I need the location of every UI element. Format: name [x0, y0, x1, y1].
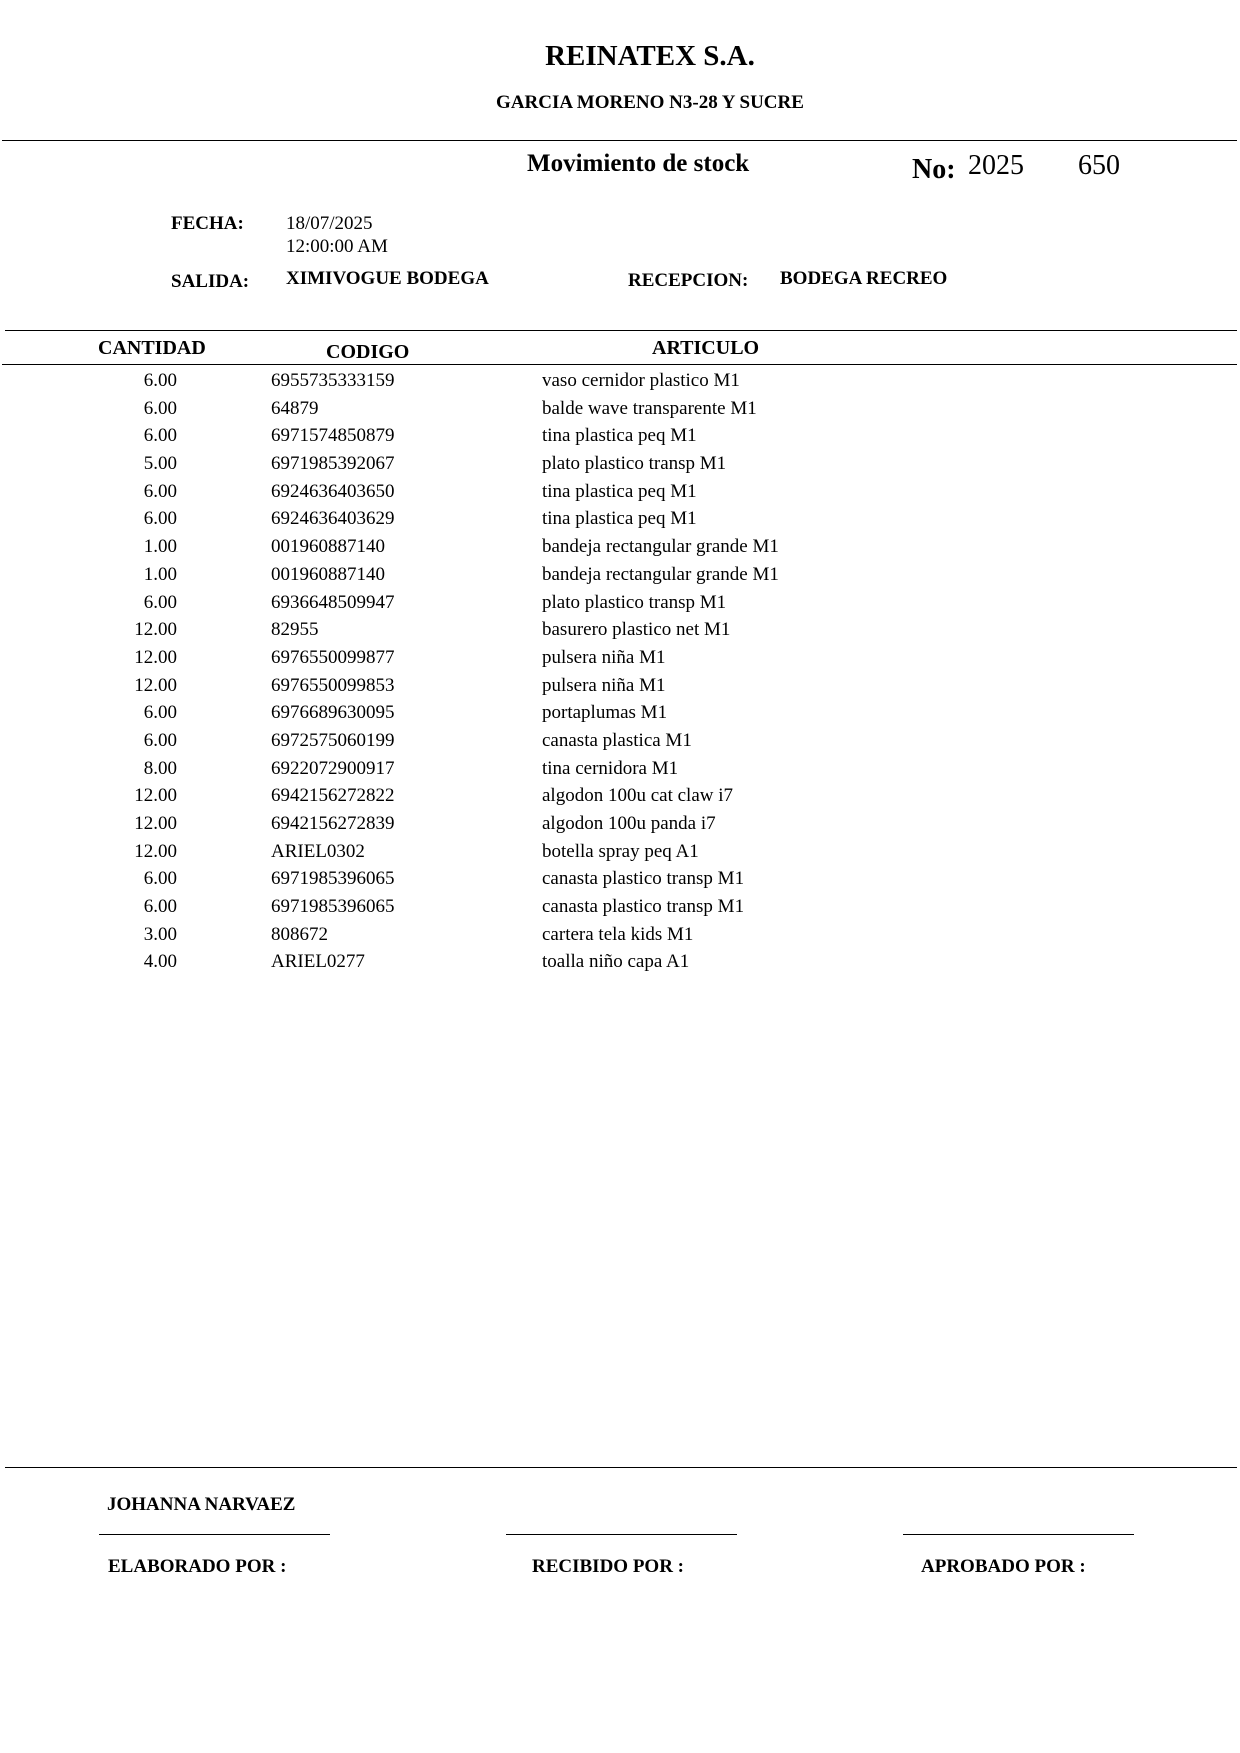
articulo-cell: vaso cernidor plastico M1	[542, 370, 740, 391]
cantidad-cell: 12.00	[134, 619, 177, 641]
header-divider	[2, 140, 1237, 141]
table-row	[0, 480, 1240, 508]
codigo-cell: 64879	[271, 397, 319, 419]
table-row	[0, 923, 1240, 951]
table-row	[0, 895, 1240, 923]
articulo-cell: pulsera niña M1	[542, 674, 666, 696]
codigo-cell: 6971985396065	[271, 896, 395, 918]
cantidad-cell: 6.00	[143, 729, 177, 751]
codigo-cell: 6924636403629	[271, 508, 395, 530]
cantidad-cell: 12.00	[134, 813, 177, 834]
cantidad-cell: 6.00	[143, 480, 177, 502]
articulo-cell: basurero plastico net M1	[542, 619, 731, 641]
codigo-cell: 6976550099853	[271, 674, 395, 696]
articulo-cell: bandeja rectangular grande M1	[542, 536, 779, 558]
articulo-cell: cartera tela kids M1	[542, 923, 694, 945]
table-row	[0, 591, 1240, 619]
articulo-cell: canasta plastico transp M1	[542, 868, 745, 890]
table-row	[0, 563, 1240, 591]
cantidad-cell: 4.00	[143, 951, 177, 973]
table-row	[0, 701, 1240, 729]
table-row	[0, 452, 1240, 480]
codigo-cell: 001960887140	[271, 536, 385, 558]
codigo-cell: 82955	[271, 619, 319, 641]
codigo-cell: 6942156272839	[271, 813, 395, 834]
company-address: GARCIA MORENO N3-28 Y SUCRE	[496, 92, 804, 113]
items-table	[0, 369, 1240, 978]
aprobado-signature-line	[903, 1534, 1134, 1535]
cantidad-cell: 8.00	[143, 757, 177, 779]
table-row	[0, 729, 1240, 757]
articulo-cell: portaplumas M1	[542, 702, 668, 724]
table-top-divider	[5, 330, 1237, 331]
codigo-cell: 6942156272822	[271, 785, 395, 807]
number-label: No:	[912, 154, 956, 185]
cantidad-cell: 6.00	[143, 397, 177, 419]
codigo-cell: 001960887140	[271, 563, 385, 585]
recepcion-label: RECEPCION:	[628, 270, 749, 291]
cantidad-cell: 12.00	[134, 785, 177, 807]
codigo-cell: 6972575060199	[271, 729, 395, 751]
cantidad-cell: 12.00	[134, 646, 177, 668]
salida-value: XIMIVOGUE BODEGA	[286, 268, 489, 289]
recepcion-value: BODEGA RECREO	[780, 268, 948, 289]
cantidad-cell: 12.00	[134, 840, 177, 862]
codigo-cell: 6924636403650	[271, 480, 395, 502]
codigo-cell: 6936648509947	[271, 591, 395, 613]
table-header-divider	[2, 364, 1237, 365]
articulo-cell: balde wave transparente M1	[542, 397, 757, 419]
table-row	[0, 840, 1240, 868]
articulo-cell: algodon 100u cat claw i7	[542, 785, 734, 807]
cantidad-cell: 1.00	[143, 536, 177, 558]
articulo-cell: tina plastica peq M1	[542, 480, 697, 502]
column-header-codigo: CODIGO	[326, 341, 410, 363]
table-row	[0, 397, 1240, 425]
codigo-cell: ARIEL0277	[271, 951, 365, 973]
cantidad-cell: 6.00	[143, 702, 177, 724]
articulo-cell: pulsera niña M1	[542, 646, 666, 668]
cantidad-cell: 6.00	[143, 370, 177, 391]
cantidad-cell: 6.00	[143, 896, 177, 918]
recibido-label: RECIBIDO POR :	[532, 1556, 685, 1577]
articulo-cell: algodon 100u panda i7	[542, 813, 716, 834]
articulo-cell: tina plastica peq M1	[542, 425, 697, 447]
articulo-cell: tina plastica peq M1	[542, 508, 697, 530]
fecha-date: 18/07/2025	[286, 213, 373, 234]
articulo-cell: canasta plastico transp M1	[542, 896, 745, 918]
footer-divider	[5, 1467, 1237, 1468]
codigo-cell: ARIEL0302	[271, 840, 365, 862]
cantidad-cell: 6.00	[143, 508, 177, 530]
salida-label: SALIDA:	[171, 271, 250, 292]
company-name: REINATEX S.A.	[545, 40, 755, 72]
aprobado-label: APROBADO POR :	[921, 1556, 1086, 1577]
cantidad-cell: 3.00	[143, 923, 177, 945]
codigo-cell: 6976550099877	[271, 646, 395, 668]
table-row	[0, 535, 1240, 563]
codigo-cell: 808672	[271, 923, 328, 945]
elaborado-label: ELABORADO POR :	[108, 1556, 287, 1577]
cantidad-cell: 12.00	[134, 674, 177, 696]
cantidad-cell: 6.00	[143, 591, 177, 613]
cantidad-cell: 6.00	[143, 425, 177, 447]
table-row	[0, 369, 1240, 397]
document-number: 650	[1078, 150, 1120, 181]
codigo-cell: 6971985392067	[271, 453, 395, 475]
elaborado-signature-line	[99, 1534, 330, 1535]
table-row	[0, 646, 1240, 674]
fecha-label: FECHA:	[171, 213, 244, 234]
codigo-cell: 6971985396065	[271, 868, 395, 890]
articulo-cell: botella spray peq A1	[542, 840, 699, 862]
fecha-time: 12:00:00 AM	[286, 236, 388, 257]
codigo-cell: 6955735333159	[271, 370, 395, 391]
table-row	[0, 784, 1240, 812]
table-row	[0, 757, 1240, 785]
table-row	[0, 950, 1240, 978]
column-header-articulo: ARTICULO	[652, 337, 760, 359]
codigo-cell: 6922072900917	[271, 757, 395, 779]
codigo-cell: 6976689630095	[271, 702, 395, 724]
articulo-cell: plato plastico transp M1	[542, 591, 727, 613]
table-row	[0, 812, 1240, 840]
codigo-cell: 6971574850879	[271, 425, 395, 447]
articulo-cell: plato plastico transp M1	[542, 453, 727, 475]
table-row	[0, 674, 1240, 702]
table-row	[0, 507, 1240, 535]
column-header-cantidad: CANTIDAD	[98, 337, 206, 359]
recibido-signature-line	[506, 1534, 737, 1535]
table-row	[0, 867, 1240, 895]
number-year: 2025	[968, 150, 1024, 181]
document-title: Movimiento de stock	[527, 150, 750, 177]
elaborado-name: JOHANNA NARVAEZ	[107, 1494, 296, 1515]
cantidad-cell: 5.00	[143, 453, 177, 475]
table-row	[0, 618, 1240, 646]
articulo-cell: tina cernidora M1	[542, 757, 679, 779]
articulo-cell: bandeja rectangular grande M1	[542, 563, 779, 585]
table-row	[0, 424, 1240, 452]
cantidad-cell: 6.00	[143, 868, 177, 890]
articulo-cell: canasta plastica M1	[542, 729, 692, 751]
articulo-cell: toalla niño capa A1	[542, 951, 690, 973]
cantidad-cell: 1.00	[143, 563, 177, 585]
